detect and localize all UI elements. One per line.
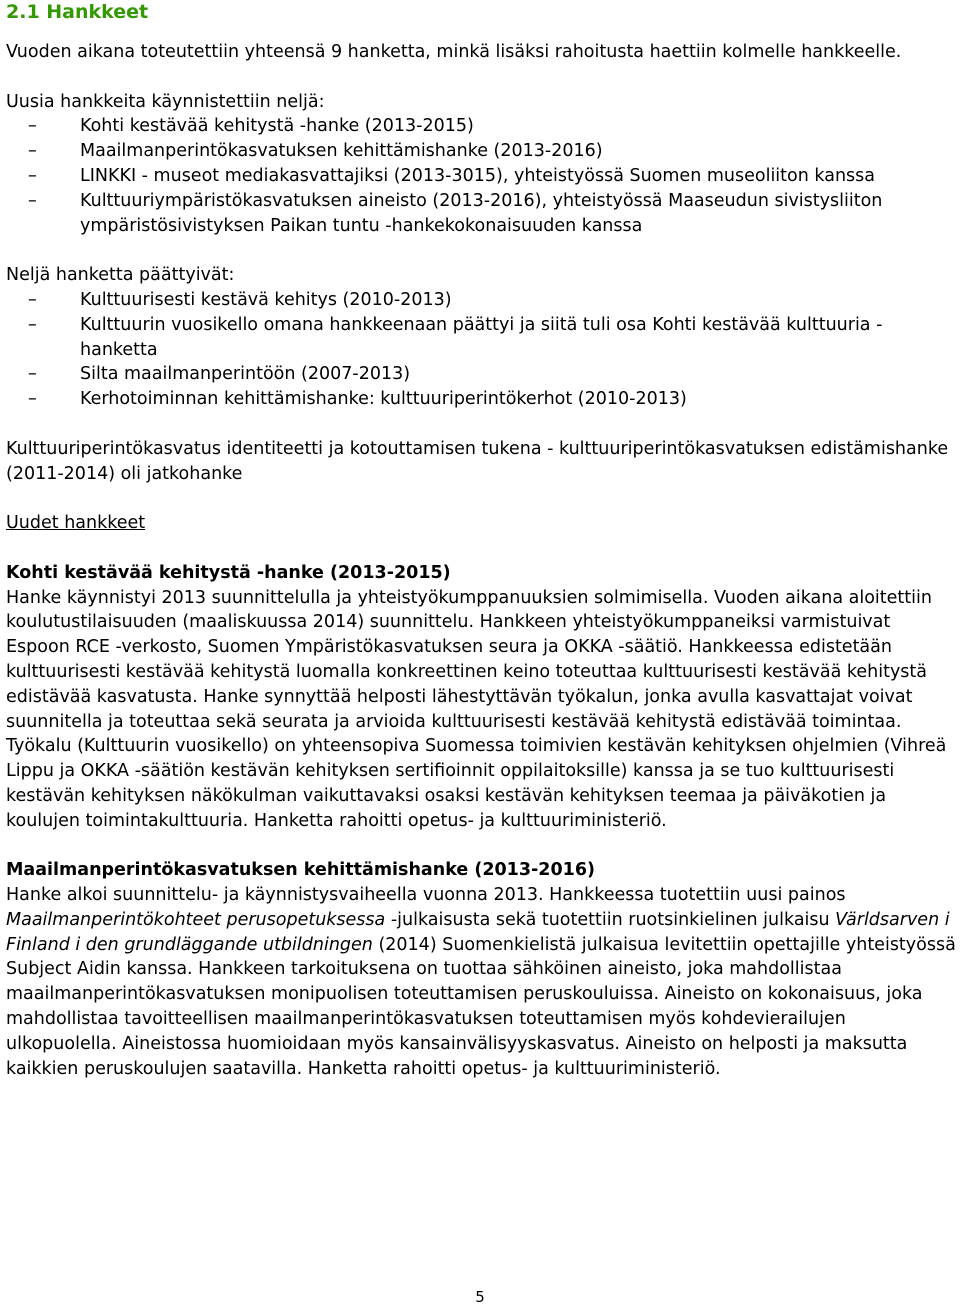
new-projects-subheading: Uudet hankkeet xyxy=(6,513,146,534)
project2-body-part: -julkaisusta sekä tuotettiin ruotsinkielinen julkaisu xyxy=(385,909,836,930)
project1-title: Kohti kestävää kehitystä -hanke (2013-2015) xyxy=(6,562,451,583)
list-item: – Kulttuurisesti kestävä kehitys (2010-2013) xyxy=(6,288,956,313)
project2-body-part: Hanke alkoi suunnittelu- ja käynnistysvaiheella vuonna 2013. Hankkeessa tuotettiin uusi painos xyxy=(6,885,846,906)
list-item: – LINKKI - museot mediakasvattajiksi (2013-3015), yhteistyössä Suomen museoliiton kanssa xyxy=(6,164,956,189)
publication-title-sv: Världsarven i Finland i den grundläggande utbildningen xyxy=(6,909,950,955)
new-projects-lead: Uusia hankkeita käynnistettiin neljä: xyxy=(6,91,325,112)
page-number: 5 xyxy=(475,1288,485,1306)
project2-title: Maailmanperintökasvatuksen kehittämishanke (2013-2016) xyxy=(6,860,595,881)
intro-paragraph: Vuoden aikana toteutettiin yhteensä 9 hanketta, minkä lisäksi rahoitusta haettiin kolmelle hankkeelle. xyxy=(6,42,902,62)
project2-body xyxy=(6,883,956,1081)
list-item: – Kulttuuriympäristökasvatuksen aineisto (2013-2016), yhteistyössä Maaseudun sivistysliiton ympäristösivistyksen Paikan tuntu -hankekokonaisuuden kanssa xyxy=(6,189,956,239)
list-item: – Kulttuurin vuosikello omana hankkeenaan päättyi ja siitä tuli osa Kohti kestävää kulttuuria -hanketta xyxy=(6,313,956,363)
list-item: – Kohti kestävää kehitystä -hanke (2013-2015) xyxy=(6,114,956,139)
new-projects-list xyxy=(6,114,956,238)
section-heading: 2.1 Hankkeet xyxy=(6,1,149,23)
list-item: – Silta maailmanperintöön (2007-2013) xyxy=(6,362,956,387)
ended-projects-list xyxy=(6,288,956,412)
list-item: – Kerhotoiminnan kehittämishanke: kulttuuriperintökerhot (2010-2013) xyxy=(6,387,956,412)
document-page xyxy=(6,0,956,1081)
list-item: – Maailmanperintökasvatuksen kehittämishanke (2013-2016) xyxy=(6,139,956,164)
project2-body-part: (2014) Suomenkielistä julkaisua levitettiin opettajille yhteistyössä Subject Aidin kanssa. Hankkeen tarkoituksena on tuottaa sähköinen aineisto, joka mahdollistaa maailmanperintökasvatuksen monipuolisen toteuttamisen peruskouluissa. Aineisto on kokonaisuus, joka mahdollistaa tavoitteellisen maailmanperintökasvatuksen toteuttamisen myös kohdevierailujen ulkopuolella. Aineistossa huomioidaan myös kansainvälisyyskasvatus. Aineisto on helposti ja maksutta kaikkien peruskoulujen saatavilla. Hanketta rahoitti opetus- ja kulttuuriministeriö. xyxy=(6,934,956,1079)
publication-title-fi: Maailmanperintökohteet perusopetuksessa xyxy=(6,909,386,930)
ended-projects-lead: Neljä hanketta päättyivät: xyxy=(6,265,235,286)
project1-body: Hanke käynnistyi 2013 suunnittelulla ja yhteistyökumppanuuksien solmimisella. Vuoden aikana aloitettiin koulutustilaisuuden (maaliskuussa 2014) suunnittelu. Hankkeen yhteistyökumppaneiksi varmistuivat Espoon RCE -verkosto, Suomen Ympäristökasvatuksen seura ja OKKA -säätiö. Hankkeessa edistetään kulttuurisesti kestävää kehitystä luomalla konkreettinen keino toteuttaa kulttuurisesti kestävää kehitystä edistävää kasvatusta. Hanke synnyttää helposti lähestyttävän työkalun, jonka avulla kasvattajat voivat suunnitella ja toteuttaa sekä seurata ja arvioida kulttuurisesti kestävää kehitystä edistävää toimintaa. Työkalu (Kulttuurin vuosikello) on yhteensopiva Suomessa toimivien kestävän kehityksen ohjelmien (Vihreä Lippu ja OKKA -säätiön kestävän kehityksen sertifioinnit oppilaitoksille) kanssa ja se tuo kulttuurisesti kestävän kehityksen näkökulman vaikuttavaksi osaksi kestävän kehityksen teemaa ja päiväkotien ja koulujen toimintakulttuuria. Hanketta rahoitti opetus- ja kulttuuriministeriö. xyxy=(6,587,947,831)
continuation-paragraph: Kulttuuriperintökasvatus identiteetti ja kotouttamisen tukena - kulttuuriperintökasvatuksen edistämishanke (2011-2014) oli jatkohanke xyxy=(6,438,949,484)
